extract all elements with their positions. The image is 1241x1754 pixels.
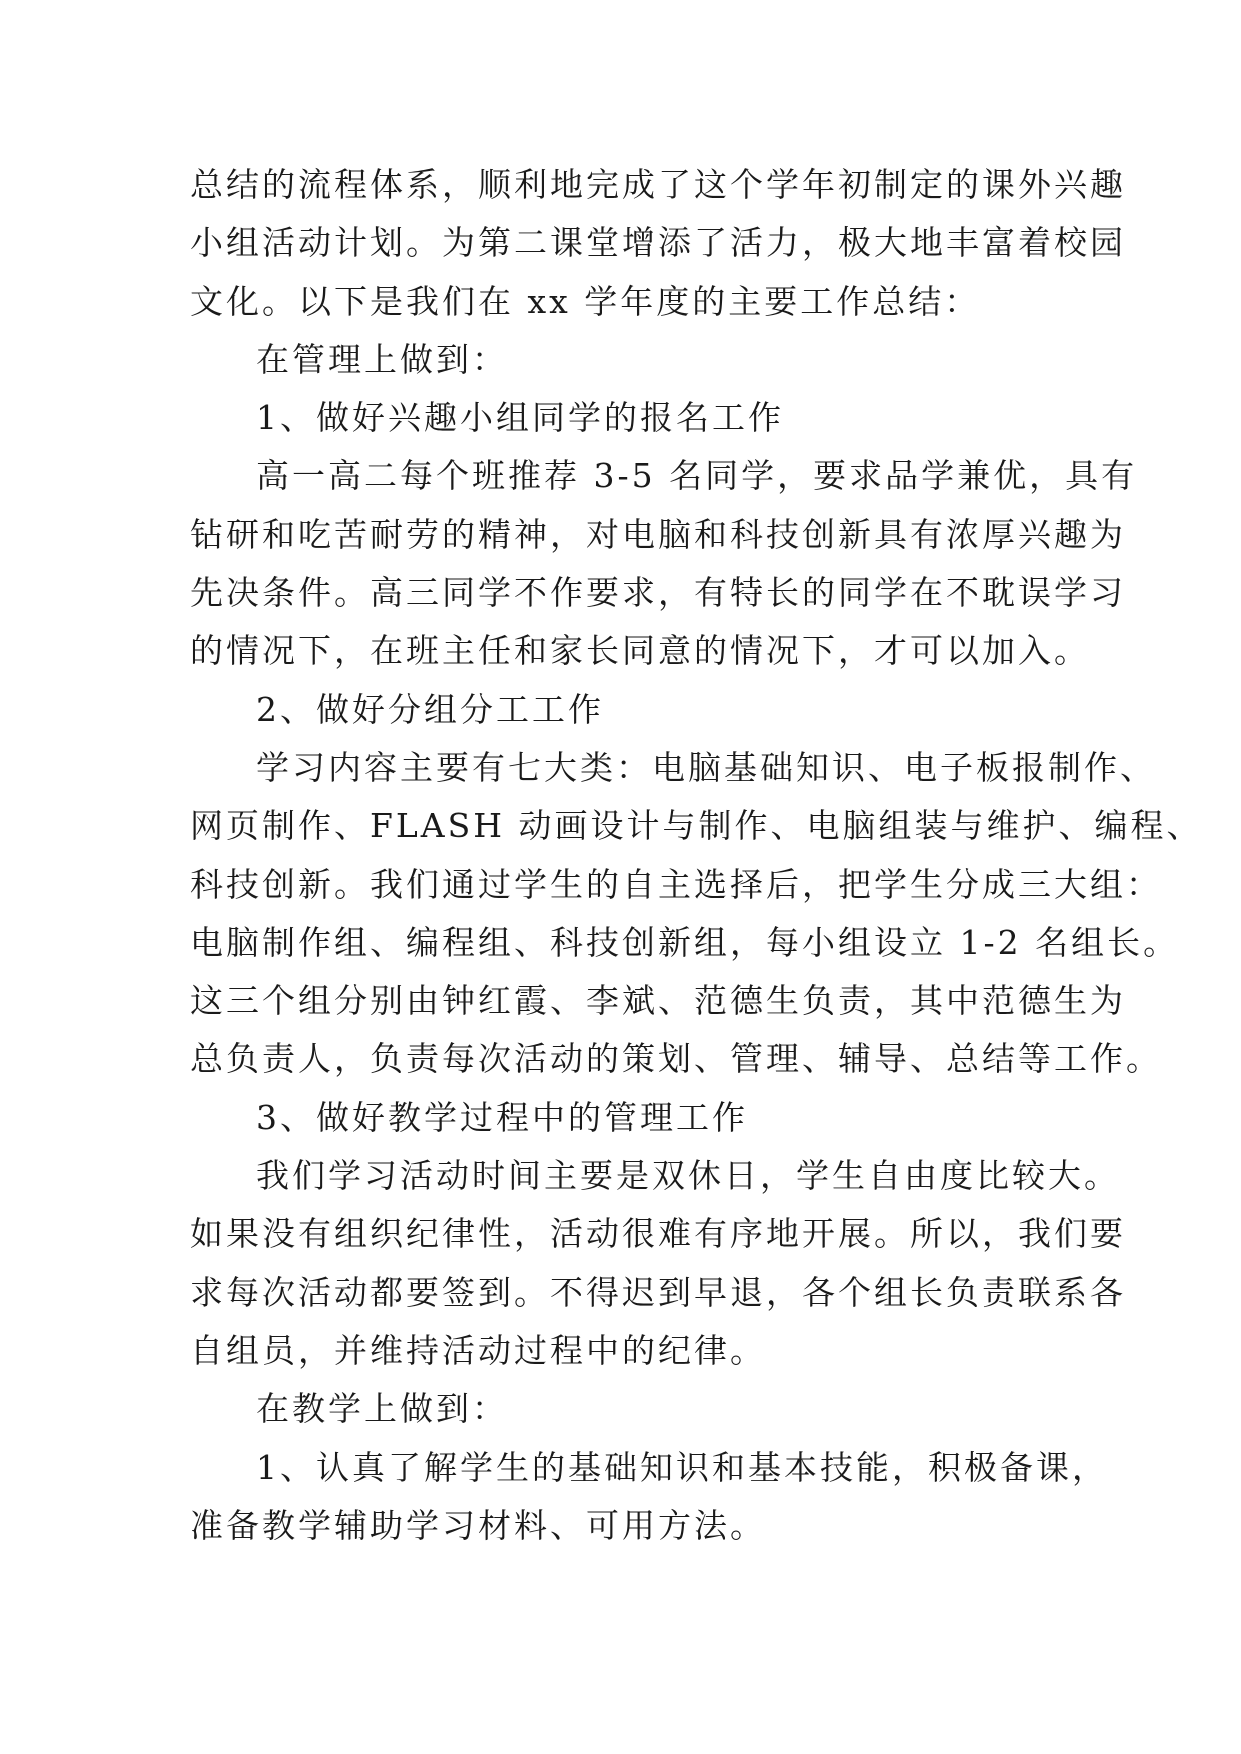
text-line: 自组员，并维持活动过程中的纪律。 <box>190 1330 766 1370</box>
text-line: 网页制作、FLASH 动画设计与制作、电脑组装与维护、编程、 <box>190 806 1203 846</box>
section-heading-management: 在管理上做到： <box>256 339 508 379</box>
text-line: 准备教学辅助学习材料、可用方法。 <box>190 1505 766 1545</box>
text-line: 我们学习活动时间主要是双休日，学生自由度比较大。 <box>256 1156 1120 1196</box>
text-line: 文化。以下是我们在 xx 学年度的主要工作总结： <box>190 281 981 321</box>
text-line: 电脑制作组、编程组、科技创新组，每小组设立 1-2 名组长。 <box>190 922 1180 962</box>
document-body <box>190 156 1203 1555</box>
text-line: 总结的流程体系，顺利地完成了这个学年初制定的课外兴趣 <box>190 165 1126 204</box>
text-line: 小组活动计划。为第二课堂增添了活力，极大地丰富着校园 <box>190 223 1126 263</box>
text-line: 这三个组分别由钟红霞、李斌、范德生负责，其中范德生为 <box>190 981 1126 1021</box>
item-heading-understand-students: 1、认真了解学生的基础知识和基本技能，积极备课， <box>256 1447 1108 1487</box>
text-line: 先决条件。高三同学不作要求，有特长的同学在不耽误学习 <box>190 573 1126 613</box>
section-heading-teaching: 在教学上做到： <box>256 1389 508 1429</box>
text-line: 求每次活动都要签到。不得迟到早退，各个组长负责联系各 <box>190 1272 1126 1312</box>
item-heading-grouping: 2、做好分组分工工作 <box>256 689 604 729</box>
text-line: 总负责人，负责每次活动的策划、管理、辅导、总结等工作。 <box>190 1039 1162 1079</box>
text-line: 科技创新。我们通过学生的自主选择后，把学生分成三大组： <box>190 864 1162 904</box>
item-heading-registration: 1、做好兴趣小组同学的报名工作 <box>256 398 784 438</box>
text-line: 的情况下，在班主任和家长同意的情况下，才可以加入。 <box>190 631 1090 671</box>
item-heading-teaching-management: 3、做好教学过程中的管理工作 <box>256 1097 748 1137</box>
text-line: 钻研和吃苦耐劳的精神，对电脑和科技创新具有浓厚兴趣为 <box>190 514 1126 554</box>
text-line: 高一高二每个班推荐 3-5 名同学，要求品学兼优，具有 <box>256 456 1138 496</box>
text-line: 如果没有组织纪律性，活动很难有序地开展。所以，我们要 <box>190 1214 1126 1254</box>
text-line: 学习内容主要有七大类：电脑基础知识、电子板报制作、 <box>256 747 1156 787</box>
